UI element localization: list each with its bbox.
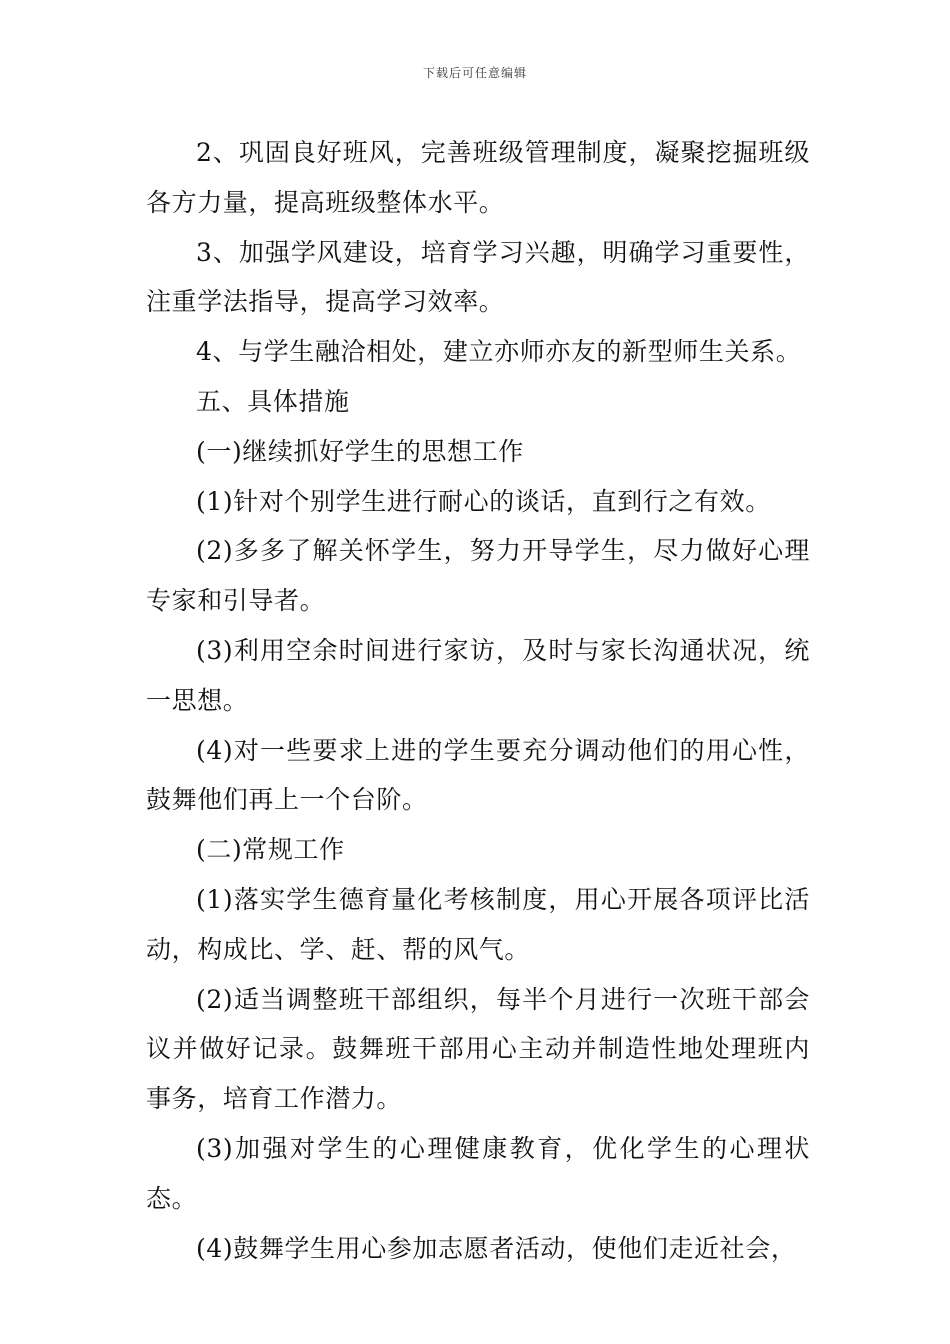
paragraph: (3)加强对学生的心理健康教育，优化学生的心理状态。: [146, 1133, 810, 1213]
paragraph: (1)落实学生德育量化考核制度，用心开展各项评比活动，构成比、学、赶、帮的风气。: [146, 884, 810, 964]
paragraph: 2、巩固良好班风，完善班级管理制度，凝聚挖掘班级各方力量，提高班级整体水平。: [146, 138, 810, 217]
section-heading: 五、具体措施: [196, 386, 350, 416]
paragraph: (2)多多了解关怀学生，努力开导学生，尽力做好心理专家和引导者。: [146, 536, 810, 616]
subsection-heading: (二)常规工作: [196, 835, 345, 865]
paragraph: (2)适当调整班干部组织，每半个月进行一次班干部会议并做好记录。鼓舞班干部用心主动并制造性地处理班内事务，培育工作潜力。: [146, 984, 810, 1114]
paragraph: (3)利用空余时间进行家访，及时与家长沟通状况，统一思想。: [146, 635, 810, 715]
paragraph: (4)鼓舞学生用心参加志愿者活动，使他们走近社会，: [196, 1233, 797, 1263]
subsection-heading: (一)继续抓好学生的思想工作: [196, 436, 524, 466]
paragraph: (4)对一些要求上进的学生要充分调动他们的用心性，鼓舞他们再上一个台阶。: [146, 735, 810, 815]
page-header-note: 下载后可任意编辑: [422, 66, 527, 80]
paragraph: 4、与学生融洽相处，建立亦师亦友的新型师生关系。: [196, 337, 802, 367]
paragraph: (1)针对个别学生进行耐心的谈话，直到行之有效。: [196, 486, 771, 516]
document-body: [146, 128, 810, 1273]
paragraph: 3、加强学风建设，培育学习兴趣，明确学习重要性，注重学法指导，提高学习效率。: [146, 237, 810, 317]
